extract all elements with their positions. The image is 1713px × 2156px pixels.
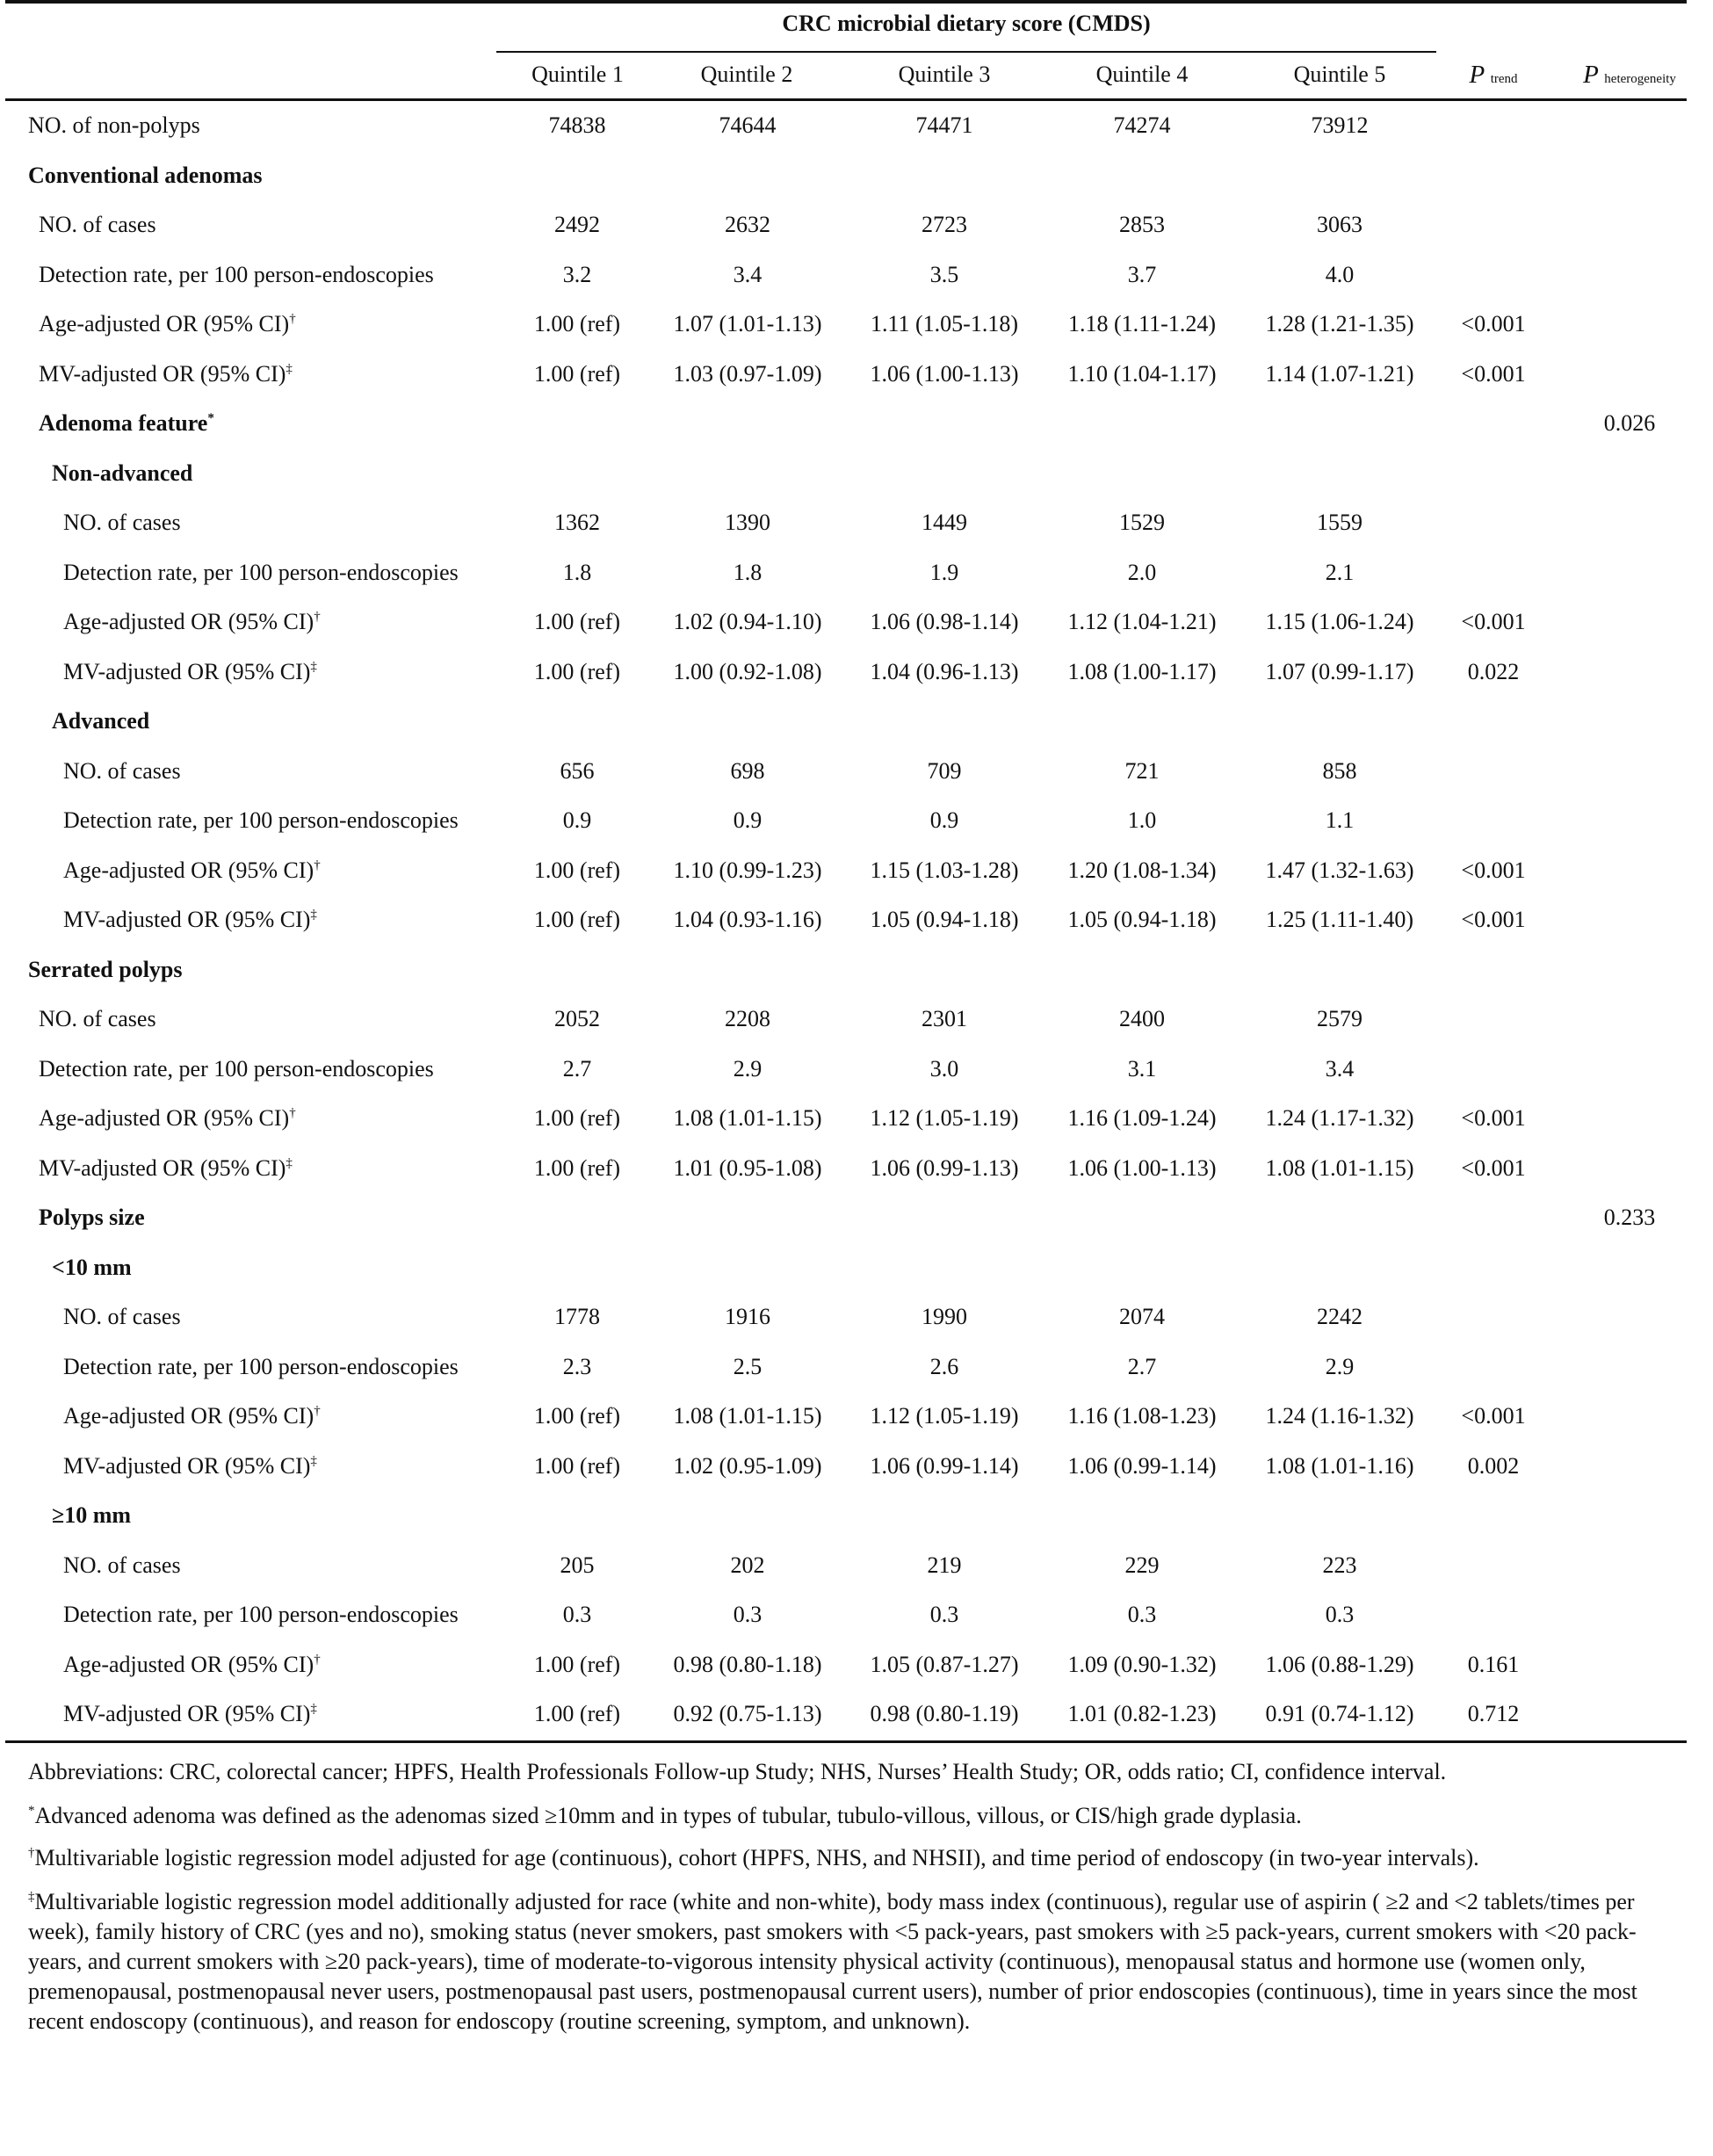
row-label bbox=[63, 1602, 459, 1628]
row-label-text: Non-advanced bbox=[52, 459, 193, 486]
row-label-text: NO. of cases bbox=[63, 510, 181, 535]
cell-p-trend: <0.001 bbox=[1461, 609, 1526, 634]
footnote-mark: ‡ bbox=[310, 908, 317, 922]
cell-quintile-3: 1.15 (1.03-1.28) bbox=[870, 857, 1019, 883]
cell-quintile-4: 1.16 (1.09-1.24) bbox=[1067, 1105, 1217, 1131]
cell-quintile-1: 2492 bbox=[554, 212, 600, 237]
cell-quintile-5: 858 bbox=[1322, 757, 1357, 784]
footnote-mark: ‡ bbox=[28, 1890, 35, 1904]
row-label-text: Detection rate, per 100 person-endoscopies bbox=[63, 1353, 459, 1379]
row-label bbox=[39, 1056, 434, 1082]
footnote bbox=[28, 1757, 1680, 1787]
footnote-text: Advanced adenoma was defined as the adenomas sized ≥10mm and in types of tubular, tubulo-villous, villous, or CIS/high grade dyplasia. bbox=[34, 1803, 1302, 1828]
row-label bbox=[28, 112, 200, 139]
cell-quintile-5: 1.07 (0.99-1.17) bbox=[1265, 658, 1414, 684]
cell-quintile-2: 202 bbox=[730, 1552, 765, 1578]
cell-quintile-4: 1.18 (1.11-1.24) bbox=[1067, 311, 1216, 336]
row-label bbox=[52, 1255, 132, 1281]
row-label bbox=[63, 807, 459, 834]
cell-quintile-1: 1.00 (ref) bbox=[533, 360, 621, 387]
footnote-text: Multivariable logistic regression model adjusted for age (continuous), cohort (HPFS, NHS, and NHSII), and time period of endoscopy (in two-year intervals). bbox=[34, 1845, 1479, 1870]
footnote-mark: † bbox=[314, 1404, 321, 1418]
cell-quintile-2: 1.08 (1.01-1.15) bbox=[673, 1105, 822, 1131]
cell-quintile-2: 1.03 (0.97-1.09) bbox=[673, 360, 822, 387]
footnote bbox=[28, 1843, 1680, 1873]
footnote-text: Multivariable logistic regression model additionally adjusted for race (white and non-white), body mass index (continuous), regular use of aspirin ( ≥2 and <2 tablets/times per week), family history of CRC (yes and no), smoking status (never smokers, past smokers with <5 pack-years, past smokers with ≥5 pack-years, current smokers with <20 pack-years, and current smokers with ≥20 pack-years), time of moderate-to-vigorous intensity physical activity (continuous), menopausal status and hormone use (women only, premenopausal, postmenopausal never users, postmenopausal past users, postmenopausal current users), number of prior endoscopies (continuous), time in years since the most recent endoscopy (continuous), and reason for endoscopy (routine screening, symptom, and unknown). bbox=[28, 1889, 1637, 2034]
cell-p-trend: 0.002 bbox=[1467, 1452, 1520, 1479]
row-label bbox=[63, 510, 181, 536]
cell-quintile-3: 1.9 bbox=[929, 559, 959, 585]
column-header-quintile-2: Quintile 2 bbox=[700, 61, 793, 87]
cell-quintile-4: 1.06 (1.00-1.13) bbox=[1067, 1154, 1217, 1181]
cell-quintile-4: 1.16 (1.08-1.23) bbox=[1067, 1403, 1217, 1429]
row-label-text: Detection rate, per 100 person-endoscopies bbox=[63, 559, 459, 585]
cell-quintile-2: 1.08 (1.01-1.15) bbox=[673, 1403, 822, 1429]
row-label-text: NO. of cases bbox=[39, 212, 156, 237]
cell-quintile-4: 1.10 (1.04-1.17) bbox=[1067, 360, 1217, 387]
row-label bbox=[63, 857, 321, 884]
row-label bbox=[63, 1403, 321, 1429]
row-label bbox=[63, 1304, 181, 1330]
row-label bbox=[63, 1453, 317, 1480]
cell-quintile-4: 721 bbox=[1124, 757, 1160, 784]
cell-quintile-1: 2.3 bbox=[562, 1353, 592, 1379]
row-label bbox=[63, 1652, 321, 1678]
span-header-rule bbox=[496, 51, 1436, 53]
cell-quintile-3: 1.05 (0.94-1.18) bbox=[870, 907, 1019, 932]
cell-quintile-5: 2242 bbox=[1317, 1304, 1362, 1329]
span-header-title: CRC microbial dietary score (CMDS) bbox=[782, 11, 1151, 36]
cell-quintile-2: 1.01 (0.95-1.08) bbox=[673, 1154, 822, 1181]
footnote-mark: † bbox=[289, 1106, 296, 1120]
cell-quintile-2: 698 bbox=[730, 757, 765, 784]
cell-quintile-4: 1.12 (1.04-1.21) bbox=[1067, 609, 1217, 634]
row-label bbox=[39, 212, 156, 238]
cell-quintile-1: 1.00 (ref) bbox=[533, 1154, 621, 1181]
cell-quintile-1: 1.00 (ref) bbox=[533, 857, 621, 883]
cell-p-heterogeneity: 0.233 bbox=[1603, 1205, 1656, 1230]
row-label bbox=[63, 1354, 459, 1380]
footnote-mark: † bbox=[289, 312, 296, 326]
footnote bbox=[28, 1801, 1680, 1831]
cell-quintile-1: 1.00 (ref) bbox=[533, 1105, 621, 1131]
row-label-text: Conventional adenomas bbox=[28, 162, 263, 188]
cell-quintile-3: 1.06 (0.99-1.13) bbox=[870, 1154, 1019, 1181]
cell-quintile-3: 2.6 bbox=[929, 1353, 959, 1379]
footnote-mark: * bbox=[207, 411, 214, 425]
cell-quintile-3: 3.5 bbox=[929, 261, 959, 287]
cell-quintile-3: 2301 bbox=[922, 1006, 967, 1031]
header-bottom-rule bbox=[5, 98, 1687, 101]
cell-quintile-4: 229 bbox=[1124, 1552, 1160, 1578]
cell-quintile-2: 0.92 (0.75-1.13) bbox=[673, 1701, 822, 1726]
row-label-text: Age-adjusted OR (95% CI) bbox=[63, 1651, 314, 1677]
row-label bbox=[63, 609, 321, 635]
cell-quintile-2: 0.98 (0.80-1.18) bbox=[673, 1651, 822, 1677]
cell-quintile-4: 1.05 (0.94-1.18) bbox=[1067, 907, 1217, 932]
row-label-text: Age-adjusted OR (95% CI) bbox=[39, 1105, 290, 1131]
footnote-mark: † bbox=[314, 610, 321, 624]
row-label-text: Age-adjusted OR (95% CI) bbox=[39, 311, 290, 336]
row-label bbox=[28, 957, 183, 983]
cell-quintile-3: 0.3 bbox=[929, 1602, 959, 1627]
footnote-mark: ‡ bbox=[310, 1453, 317, 1468]
cell-quintile-3: 709 bbox=[927, 757, 962, 784]
row-label-text: NO. of cases bbox=[63, 757, 181, 784]
row-label bbox=[63, 907, 317, 933]
cell-p-trend: 0.161 bbox=[1467, 1651, 1520, 1677]
row-label-text: NO. of cases bbox=[39, 1006, 156, 1031]
row-label bbox=[52, 708, 149, 734]
cell-p-trend: 0.712 bbox=[1467, 1701, 1520, 1726]
table-bottom-rule bbox=[5, 1740, 1687, 1743]
row-label-text: Age-adjusted OR (95% CI) bbox=[63, 857, 314, 883]
cell-quintile-3: 0.98 (0.80-1.19) bbox=[870, 1701, 1019, 1726]
row-label-text: Serrated polyps bbox=[28, 956, 183, 982]
cell-quintile-5: 2.1 bbox=[1325, 559, 1355, 585]
cell-quintile-3: 1449 bbox=[922, 510, 967, 535]
row-label-text: Polyps size bbox=[39, 1205, 145, 1230]
cell-quintile-2: 1390 bbox=[725, 510, 770, 535]
cell-quintile-2: 1916 bbox=[725, 1304, 770, 1329]
cell-quintile-4: 2.7 bbox=[1127, 1353, 1157, 1379]
row-label bbox=[39, 311, 296, 337]
row-label-text: Detection rate, per 100 person-endoscopies bbox=[63, 1602, 459, 1627]
cell-quintile-5: 0.3 bbox=[1325, 1602, 1355, 1627]
cell-quintile-1: 656 bbox=[560, 757, 595, 784]
cell-quintile-5: 1.14 (1.07-1.21) bbox=[1265, 360, 1414, 387]
cell-quintile-3: 74471 bbox=[915, 112, 973, 138]
cell-quintile-1: 1.00 (ref) bbox=[533, 1701, 621, 1726]
row-label-text: ≥10 mm bbox=[52, 1502, 132, 1528]
cell-quintile-3: 1.12 (1.05-1.19) bbox=[870, 1105, 1019, 1131]
cell-quintile-2: 2.9 bbox=[733, 1055, 763, 1082]
cell-quintile-4: 1.0 bbox=[1127, 807, 1157, 833]
cell-quintile-1: 0.3 bbox=[562, 1602, 592, 1627]
footnote-mark: ‡ bbox=[286, 361, 293, 376]
cell-quintile-5: 73912 bbox=[1311, 112, 1369, 138]
row-label-text: Detection rate, per 100 person-endoscopies bbox=[39, 1055, 434, 1082]
cell-quintile-2: 0.3 bbox=[733, 1602, 763, 1627]
cell-quintile-2: 2632 bbox=[725, 212, 770, 237]
cell-quintile-5: 2579 bbox=[1317, 1006, 1362, 1031]
row-label bbox=[39, 262, 434, 288]
cell-quintile-5: 3063 bbox=[1317, 212, 1362, 237]
cell-quintile-5: 1559 bbox=[1317, 510, 1362, 535]
cell-quintile-4: 1.20 (1.08-1.34) bbox=[1067, 857, 1217, 883]
cell-p-trend: <0.001 bbox=[1461, 907, 1526, 932]
footnote-text: Abbreviations: CRC, colorectal cancer; HPFS, Health Professionals Follow-up Study; NHS, Nurses’ Health Study; OR, odds ratio; CI, confidence interval. bbox=[28, 1759, 1447, 1784]
cell-quintile-1: 2.7 bbox=[562, 1055, 592, 1082]
cell-quintile-3: 1990 bbox=[922, 1304, 967, 1329]
cell-p-trend: <0.001 bbox=[1461, 360, 1526, 387]
cell-quintile-2: 1.10 (0.99-1.23) bbox=[673, 857, 822, 883]
row-label-text: Age-adjusted OR (95% CI) bbox=[63, 1403, 314, 1429]
cell-quintile-4: 1529 bbox=[1119, 510, 1165, 535]
cell-quintile-1: 2052 bbox=[554, 1006, 600, 1031]
row-label-text: Age-adjusted OR (95% CI) bbox=[63, 609, 314, 634]
cell-p-trend: 0.022 bbox=[1467, 658, 1520, 684]
cell-quintile-2: 1.02 (0.95-1.09) bbox=[673, 1452, 822, 1479]
cell-quintile-5: 1.08 (1.01-1.16) bbox=[1265, 1452, 1414, 1479]
cell-quintile-5: 223 bbox=[1322, 1552, 1357, 1578]
footnote-mark: † bbox=[314, 857, 321, 872]
cell-quintile-3: 1.11 (1.05-1.18) bbox=[870, 311, 1018, 336]
cell-quintile-5: 2.9 bbox=[1325, 1353, 1355, 1379]
cell-quintile-2: 3.4 bbox=[733, 261, 763, 287]
cell-quintile-1: 1.8 bbox=[562, 559, 592, 585]
footnote-mark: † bbox=[314, 1652, 321, 1667]
cell-quintile-1: 1.00 (ref) bbox=[533, 311, 621, 336]
row-label bbox=[39, 1205, 145, 1231]
cell-p-trend: <0.001 bbox=[1461, 311, 1526, 336]
cell-quintile-5: 4.0 bbox=[1325, 261, 1355, 287]
column-header-p-trend: P trend bbox=[1469, 61, 1518, 89]
footnote-mark: ‡ bbox=[286, 1155, 293, 1170]
footnote-mark: ‡ bbox=[310, 659, 317, 674]
column-header-quintile-1: Quintile 1 bbox=[531, 61, 624, 87]
cell-quintile-4: 1.01 (0.82-1.23) bbox=[1067, 1701, 1217, 1726]
footnote-mark: ‡ bbox=[310, 1702, 317, 1716]
cell-quintile-2: 0.9 bbox=[733, 807, 763, 833]
footnote-mark: † bbox=[28, 1846, 35, 1860]
cell-quintile-4: 3.7 bbox=[1127, 261, 1157, 287]
row-label-text: MV-adjusted OR (95% CI) bbox=[39, 1154, 286, 1181]
table-top-rule bbox=[5, 0, 1687, 4]
cell-quintile-1: 0.9 bbox=[562, 807, 592, 833]
row-label bbox=[39, 1155, 293, 1182]
cell-quintile-2: 1.00 (0.92-1.08) bbox=[673, 658, 822, 684]
cell-quintile-2: 1.07 (1.01-1.13) bbox=[673, 311, 822, 336]
cell-quintile-1: 1.00 (ref) bbox=[533, 609, 621, 634]
cell-p-trend: <0.001 bbox=[1461, 1154, 1526, 1181]
row-label bbox=[39, 1105, 296, 1132]
cell-quintile-5: 1.24 (1.17-1.32) bbox=[1265, 1105, 1414, 1131]
cell-quintile-5: 1.1 bbox=[1325, 807, 1355, 833]
row-label bbox=[39, 361, 293, 387]
footnote-mark: * bbox=[28, 1804, 35, 1818]
cell-quintile-3: 1.06 (0.98-1.14) bbox=[870, 609, 1019, 634]
cell-quintile-3: 3.0 bbox=[929, 1055, 959, 1082]
cell-quintile-2: 1.8 bbox=[733, 559, 763, 585]
cell-quintile-1: 1.00 (ref) bbox=[533, 1403, 621, 1429]
row-label-text: NO. of non-polyps bbox=[28, 112, 200, 138]
cell-quintile-1: 1.00 (ref) bbox=[533, 658, 621, 684]
cell-quintile-5: 3.4 bbox=[1325, 1055, 1355, 1082]
row-label-text: NO. of cases bbox=[63, 1552, 181, 1578]
cell-quintile-5: 1.15 (1.06-1.24) bbox=[1265, 609, 1414, 634]
cell-quintile-2: 1.02 (0.94-1.10) bbox=[673, 609, 822, 634]
cell-p-trend: <0.001 bbox=[1461, 857, 1526, 883]
cell-quintile-4: 2074 bbox=[1119, 1304, 1165, 1329]
cell-quintile-1: 1.00 (ref) bbox=[533, 1651, 621, 1677]
row-label-text: <10 mm bbox=[52, 1254, 132, 1280]
row-label-text: Advanced bbox=[52, 708, 150, 734]
cell-quintile-4: 74274 bbox=[1113, 112, 1171, 138]
cell-quintile-3: 1.05 (0.87-1.27) bbox=[870, 1651, 1019, 1677]
row-label bbox=[63, 560, 459, 586]
column-header-p-heterogeneity: P heterogeneity bbox=[1583, 61, 1676, 89]
cell-quintile-3: 219 bbox=[927, 1552, 962, 1578]
row-label bbox=[63, 1552, 181, 1579]
cell-p-trend: <0.001 bbox=[1461, 1403, 1526, 1429]
cell-quintile-4: 2853 bbox=[1119, 212, 1165, 237]
row-label-text: Detection rate, per 100 person-endoscopies bbox=[63, 807, 459, 833]
cell-quintile-1: 1362 bbox=[554, 510, 600, 535]
cell-quintile-3: 1.04 (0.96-1.13) bbox=[870, 658, 1019, 684]
row-label-text: MV-adjusted OR (95% CI) bbox=[39, 360, 286, 387]
cell-quintile-1: 205 bbox=[560, 1552, 595, 1578]
cell-quintile-4: 2.0 bbox=[1127, 559, 1157, 585]
cell-quintile-1: 1778 bbox=[554, 1304, 600, 1329]
cell-quintile-5: 0.91 (0.74-1.12) bbox=[1265, 1701, 1414, 1726]
row-label-text: MV-adjusted OR (95% CI) bbox=[63, 1452, 311, 1479]
row-label bbox=[52, 1502, 131, 1529]
cell-quintile-1: 3.2 bbox=[562, 261, 592, 287]
row-label bbox=[39, 410, 214, 437]
cell-quintile-4: 1.08 (1.00-1.17) bbox=[1067, 658, 1217, 684]
column-header-quintile-3: Quintile 3 bbox=[898, 61, 991, 87]
cell-quintile-1: 1.00 (ref) bbox=[533, 907, 621, 932]
row-label bbox=[63, 1701, 317, 1727]
row-label bbox=[28, 163, 263, 189]
cell-quintile-2: 2.5 bbox=[733, 1353, 763, 1379]
row-label bbox=[52, 460, 192, 487]
column-header-quintile-5: Quintile 5 bbox=[1293, 61, 1386, 87]
row-label-text: NO. of cases bbox=[63, 1304, 181, 1329]
cell-quintile-4: 3.1 bbox=[1127, 1055, 1157, 1082]
cell-quintile-5: 1.08 (1.01-1.15) bbox=[1265, 1154, 1414, 1181]
cell-p-heterogeneity: 0.026 bbox=[1603, 410, 1656, 436]
cell-quintile-4: 0.3 bbox=[1127, 1602, 1157, 1627]
cell-p-trend: <0.001 bbox=[1461, 1105, 1526, 1131]
column-header-quintile-4: Quintile 4 bbox=[1095, 61, 1189, 87]
cell-quintile-4: 1.09 (0.90-1.32) bbox=[1067, 1651, 1217, 1677]
cell-quintile-3: 2723 bbox=[922, 212, 967, 237]
cell-quintile-5: 1.24 (1.16-1.32) bbox=[1265, 1403, 1414, 1429]
row-label-text: Adenoma feature bbox=[39, 410, 208, 436]
row-label-text: MV-adjusted OR (95% CI) bbox=[63, 1701, 311, 1726]
cell-quintile-4: 1.06 (0.99-1.14) bbox=[1067, 1452, 1217, 1479]
row-label bbox=[39, 1006, 156, 1032]
cell-quintile-5: 1.28 (1.21-1.35) bbox=[1265, 311, 1414, 336]
cell-quintile-4: 2400 bbox=[1119, 1006, 1165, 1031]
row-label-text: MV-adjusted OR (95% CI) bbox=[63, 658, 311, 684]
cell-quintile-1: 74838 bbox=[548, 112, 606, 138]
cell-quintile-2: 74644 bbox=[719, 112, 777, 138]
row-label bbox=[63, 659, 317, 685]
cell-quintile-3: 1.06 (0.99-1.14) bbox=[870, 1452, 1019, 1479]
cell-quintile-3: 1.06 (1.00-1.13) bbox=[870, 360, 1019, 387]
cell-quintile-2: 2208 bbox=[725, 1006, 770, 1031]
cell-quintile-2: 1.04 (0.93-1.16) bbox=[673, 907, 822, 932]
row-label-text: Detection rate, per 100 person-endoscopies bbox=[39, 261, 434, 287]
row-label-text: MV-adjusted OR (95% CI) bbox=[63, 907, 311, 932]
row-label bbox=[63, 758, 181, 785]
cell-quintile-3: 1.12 (1.05-1.19) bbox=[870, 1403, 1019, 1429]
cell-quintile-5: 1.06 (0.88-1.29) bbox=[1265, 1651, 1414, 1677]
cell-quintile-5: 1.47 (1.32-1.63) bbox=[1265, 857, 1414, 883]
cell-quintile-1: 1.00 (ref) bbox=[533, 1452, 621, 1479]
footnote bbox=[28, 1887, 1680, 2037]
cell-quintile-5: 1.25 (1.11-1.40) bbox=[1265, 907, 1413, 932]
cell-quintile-3: 0.9 bbox=[929, 807, 959, 833]
